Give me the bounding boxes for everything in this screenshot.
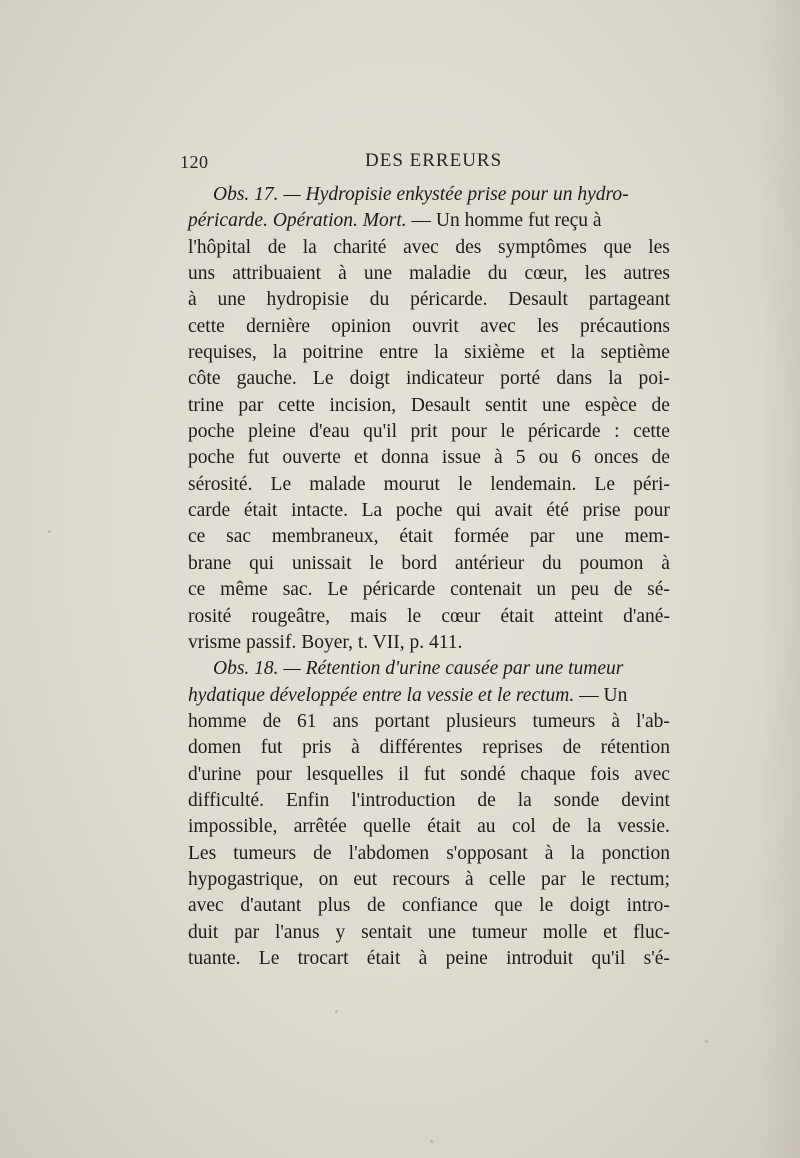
word: sondé xyxy=(460,763,506,785)
word: une xyxy=(575,526,604,548)
text-line xyxy=(188,314,670,340)
word: péricarde xyxy=(528,421,601,443)
body-text xyxy=(188,182,670,972)
word: antérieur xyxy=(454,552,525,574)
word: de xyxy=(651,447,670,469)
word: il xyxy=(398,763,409,785)
text-segment: — Un xyxy=(574,684,628,706)
word: ponction xyxy=(601,842,670,864)
word: trocart xyxy=(297,947,349,969)
word: rougeâtre, xyxy=(251,605,330,627)
word: rectum; xyxy=(610,868,670,890)
word: l'ab- xyxy=(636,710,670,732)
page-edge-shadow xyxy=(760,0,800,1158)
word: tumeurs xyxy=(532,710,596,732)
word: lesquelles xyxy=(306,763,384,785)
word: pour xyxy=(256,763,292,785)
word: poitrine xyxy=(302,342,364,364)
text-line xyxy=(188,445,670,471)
word: Le xyxy=(270,473,292,495)
text-line xyxy=(188,735,670,761)
word: espèce xyxy=(584,394,637,416)
word: le xyxy=(458,473,473,495)
word: à xyxy=(661,552,670,574)
word: était xyxy=(243,500,278,522)
word: reprises xyxy=(482,737,543,759)
text-line xyxy=(188,867,670,893)
paper-speck xyxy=(430,1140,433,1143)
running-title: DES ERREURS xyxy=(365,150,503,171)
observation-title: péricarde. Opération. Mort. xyxy=(188,210,407,232)
word: au xyxy=(477,816,496,838)
word: : xyxy=(614,421,620,443)
word: carde xyxy=(188,500,231,522)
word: contenait xyxy=(450,579,522,601)
text-line xyxy=(188,393,670,419)
word: impossible, xyxy=(188,816,278,838)
word: et xyxy=(354,447,369,469)
word: à xyxy=(465,868,474,890)
word: qu'il xyxy=(591,947,626,969)
word: différentes xyxy=(379,737,463,759)
word: cœur, xyxy=(524,263,568,285)
word: par xyxy=(234,921,260,943)
word: péri- xyxy=(633,473,670,495)
word: le xyxy=(539,895,554,917)
text-line xyxy=(188,498,670,524)
word: de xyxy=(366,895,386,917)
word: que xyxy=(494,895,523,917)
word: la xyxy=(570,842,585,864)
text-line xyxy=(188,287,670,313)
word: lendemain. xyxy=(490,473,577,495)
word: fluc- xyxy=(633,921,670,943)
word: charité xyxy=(333,236,387,258)
observation-title: Hydropisie enkystée prise pour un hydro- xyxy=(305,184,629,205)
word: Le xyxy=(258,947,280,969)
word: donna xyxy=(381,447,429,469)
word: de xyxy=(477,789,496,811)
word: col xyxy=(511,816,536,838)
word: le xyxy=(581,868,596,890)
word: des xyxy=(455,236,482,258)
text-line xyxy=(188,419,670,445)
word: qui xyxy=(249,552,275,574)
word: dernière xyxy=(246,315,310,337)
word: le xyxy=(407,605,422,627)
word: la xyxy=(586,816,601,838)
word: les xyxy=(584,263,607,285)
word: domen xyxy=(188,737,242,759)
word: arrêtée xyxy=(293,816,347,838)
word: sé- xyxy=(647,579,670,601)
word: avec xyxy=(480,315,516,337)
word: tumeurs xyxy=(233,842,297,864)
word: et xyxy=(603,921,618,943)
word: ouvrit xyxy=(412,315,459,337)
text-line xyxy=(188,920,670,946)
observation-title: hydatique développée entre la vessie et le rectum. xyxy=(188,684,575,706)
word: à xyxy=(351,737,360,759)
text-line xyxy=(188,656,670,682)
word: bord xyxy=(401,552,438,574)
word: doigt xyxy=(569,895,610,917)
word: s'é- xyxy=(643,947,670,969)
paper-speck xyxy=(335,1010,338,1013)
word: péricarde. xyxy=(410,289,488,311)
text-line xyxy=(188,261,670,287)
word: issue xyxy=(441,447,481,469)
word: pris xyxy=(302,737,332,759)
word: une xyxy=(427,921,456,943)
word: l'anus xyxy=(274,921,320,943)
word: une xyxy=(217,289,246,311)
observation-title: Rétention d'urine causée par une tumeur xyxy=(305,658,624,680)
word: fut xyxy=(423,763,446,785)
word: dans xyxy=(556,368,593,390)
word: sac. xyxy=(282,579,313,601)
word: de xyxy=(267,236,287,258)
word: la xyxy=(570,342,585,364)
word: Desault xyxy=(508,289,568,311)
word: de xyxy=(651,394,670,416)
word: plusieurs xyxy=(445,710,517,732)
word: à xyxy=(544,842,554,864)
word: une xyxy=(542,394,571,416)
word: mais xyxy=(350,605,387,627)
word: difficulté. xyxy=(188,789,264,811)
word: vessie. xyxy=(617,816,670,838)
word: prit xyxy=(410,421,438,443)
word: du xyxy=(487,263,508,285)
word: à xyxy=(188,289,197,311)
text-line xyxy=(188,366,670,392)
word: côte xyxy=(188,368,221,390)
word: chaque xyxy=(520,763,576,785)
text-line xyxy=(188,814,670,840)
word: prise xyxy=(582,500,621,522)
word: duit xyxy=(188,921,219,943)
word: doigt xyxy=(349,368,390,390)
word: hydropisie xyxy=(266,289,349,311)
word: à xyxy=(494,447,503,469)
word: sérosité. xyxy=(188,473,253,495)
word: Enfin xyxy=(285,789,330,811)
word: même xyxy=(220,579,268,601)
word: l'introduction xyxy=(351,789,456,811)
word: la xyxy=(302,236,317,258)
word: ou xyxy=(538,447,559,469)
word: malade xyxy=(309,473,366,495)
word: atteint xyxy=(554,605,603,627)
word: formée xyxy=(453,526,509,548)
word: entre xyxy=(379,342,419,364)
word: mem- xyxy=(624,526,670,548)
word: introduit xyxy=(506,947,574,969)
word: par xyxy=(540,868,566,890)
word: la xyxy=(272,342,287,364)
word: été xyxy=(546,500,569,522)
word: poi- xyxy=(638,368,670,390)
word: ce xyxy=(188,526,206,548)
word: du xyxy=(542,552,562,574)
word: homme xyxy=(188,710,247,732)
word: 6 xyxy=(571,447,581,469)
word: s'opposant xyxy=(446,842,528,864)
word: tumeur xyxy=(471,921,528,943)
text-line xyxy=(188,946,670,972)
word: avait xyxy=(494,500,533,522)
word: Les xyxy=(188,842,217,864)
word: pour xyxy=(451,421,487,443)
word: et xyxy=(540,342,555,364)
word: à xyxy=(611,710,620,732)
word: rosité xyxy=(188,605,232,627)
word: intro- xyxy=(626,895,670,917)
word: fois xyxy=(590,763,620,785)
word: la xyxy=(608,368,623,390)
page-header xyxy=(180,150,650,180)
word: à xyxy=(418,947,428,969)
word: gauche. xyxy=(236,368,297,390)
word: sonde xyxy=(553,789,600,811)
text-line xyxy=(188,788,670,814)
word: précautions xyxy=(580,315,670,337)
word: mourut xyxy=(383,473,440,495)
word: que xyxy=(603,236,632,258)
text-line xyxy=(188,604,670,630)
word: à xyxy=(338,263,347,285)
word: indicateur xyxy=(405,368,484,390)
text-line xyxy=(188,841,670,867)
text-line xyxy=(188,577,670,603)
text-line xyxy=(188,551,670,577)
word: les xyxy=(648,236,670,258)
word: le xyxy=(369,552,384,574)
word: Le xyxy=(327,579,348,601)
word: eut xyxy=(353,868,378,890)
word: pour xyxy=(634,500,670,522)
word: ouverte xyxy=(282,447,341,469)
word: ans xyxy=(332,710,359,732)
word: ce xyxy=(188,579,206,601)
page-number: 120 xyxy=(180,152,209,172)
word: cœur xyxy=(441,605,481,627)
word: fut xyxy=(247,447,270,469)
word: d'eau xyxy=(309,421,350,443)
word: du xyxy=(369,289,390,311)
word: brane xyxy=(188,552,232,574)
word: qu'il xyxy=(363,421,397,443)
word: pleine xyxy=(248,421,296,443)
text-line xyxy=(188,182,670,208)
word: rétention xyxy=(600,737,670,759)
word: le xyxy=(500,421,515,443)
word: était xyxy=(399,526,433,548)
word: incision, xyxy=(329,394,397,416)
word: poche xyxy=(188,447,235,469)
text-line xyxy=(188,709,670,735)
word: qui xyxy=(456,500,481,522)
word: tuante. xyxy=(188,947,241,969)
word: recours xyxy=(392,868,450,890)
word: de xyxy=(613,579,633,601)
word: d'autant xyxy=(240,895,302,917)
word: portant xyxy=(374,710,430,732)
word: devint xyxy=(621,789,670,811)
word: une xyxy=(363,263,392,285)
word: l'abdomen xyxy=(348,842,430,864)
word: hypogastrique, xyxy=(188,868,304,890)
word: y xyxy=(335,921,346,943)
word: peu xyxy=(570,579,599,601)
word: d'ané- xyxy=(623,605,670,627)
word: par xyxy=(529,526,555,548)
word: la xyxy=(434,342,449,364)
word: requises, xyxy=(188,342,257,364)
text-line: vrisme passif. Boyer, t. VII, p. 411. xyxy=(188,631,463,653)
word: on xyxy=(318,868,339,890)
paper-speck xyxy=(705,1040,708,1043)
word: avec xyxy=(188,895,224,917)
word: avec xyxy=(634,763,670,785)
word: un xyxy=(536,579,556,601)
paper-speck xyxy=(48,530,51,533)
word: fut xyxy=(260,737,283,759)
text-line xyxy=(188,208,670,234)
word: molle xyxy=(542,921,588,943)
word: était xyxy=(366,947,401,969)
word: les xyxy=(537,315,559,337)
word: de xyxy=(313,842,332,864)
text-line xyxy=(188,762,670,788)
word: Le xyxy=(594,473,615,495)
text-line xyxy=(188,524,670,550)
word: péricarde xyxy=(362,579,436,601)
word: Le xyxy=(312,368,334,390)
word: avec xyxy=(403,236,439,258)
word: Desault xyxy=(410,394,471,416)
text-line xyxy=(188,340,670,366)
word: symptômes xyxy=(498,236,587,258)
word: était xyxy=(427,816,461,838)
word: intacte. xyxy=(291,500,348,522)
word: attribuaient xyxy=(232,263,321,285)
word: poche xyxy=(188,421,235,443)
word: 5 xyxy=(515,447,526,469)
word: membraneux, xyxy=(271,526,379,548)
word: par xyxy=(238,394,264,416)
word: confiance xyxy=(402,895,478,917)
word: d'urine xyxy=(188,763,242,785)
text-line xyxy=(188,893,670,919)
observation-label: Obs. 18. — xyxy=(213,658,306,680)
word: de xyxy=(562,737,581,759)
text-line xyxy=(188,683,670,709)
word: sixième xyxy=(464,342,525,364)
word: 61 xyxy=(297,710,317,732)
word: autres xyxy=(623,263,670,285)
text-line xyxy=(188,472,670,498)
word: sentit xyxy=(485,394,528,416)
word: opinion xyxy=(331,315,391,337)
word: plus xyxy=(317,895,351,917)
word: cette xyxy=(633,421,670,443)
word: de xyxy=(262,710,281,732)
word: sentait xyxy=(361,921,412,943)
word: de xyxy=(552,816,571,838)
word: cette xyxy=(188,315,225,337)
word: cette xyxy=(278,394,315,416)
text-line xyxy=(188,235,670,261)
word: porté xyxy=(500,368,541,390)
word: maladie xyxy=(409,263,471,285)
word: l'hôpital xyxy=(188,236,252,258)
word: onces xyxy=(594,447,639,469)
word: septième xyxy=(600,342,670,364)
word: poumon xyxy=(579,552,644,574)
word: quelle xyxy=(363,816,411,838)
word: celle xyxy=(488,868,526,890)
word: La xyxy=(361,500,383,522)
word: trine xyxy=(188,394,224,416)
word: unissait xyxy=(291,552,352,574)
word: la xyxy=(517,789,532,811)
word: uns xyxy=(188,263,216,285)
observation-label: Obs. 17. — xyxy=(213,184,306,205)
word: partageant xyxy=(588,289,670,311)
word: poche xyxy=(395,500,443,522)
word: peine xyxy=(445,947,488,969)
word: était xyxy=(500,605,535,627)
word: sac xyxy=(226,526,252,548)
text-segment: — Un homme fut reçu à xyxy=(406,210,602,232)
